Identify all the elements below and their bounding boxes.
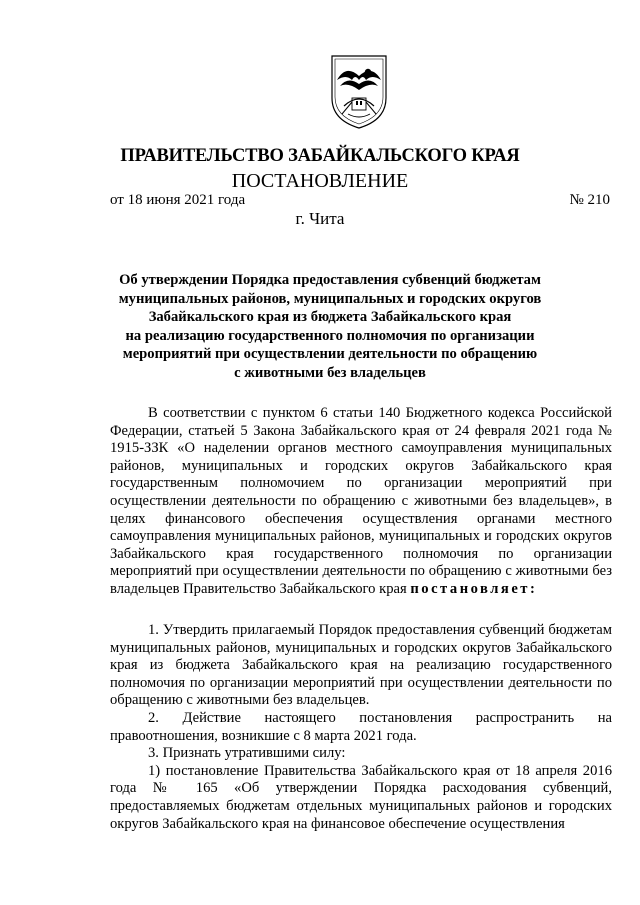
subject-line: с животными без владельцев — [234, 364, 426, 381]
document-type: ПОСТАНОВЛЕНИЕ — [231, 170, 409, 192]
decree-item: 3. Признать утратившими силу: — [148, 745, 346, 762]
government-title: ПРАВИТЕЛЬСТВО ЗАБАЙКАЛЬСКОГО КРАЯ — [120, 146, 520, 166]
subject-line: на реализацию государственного полномочия по организации — [125, 327, 535, 344]
subject-line: муниципальных районов, муниципальных и городских округов — [118, 290, 542, 307]
subject-line: мероприятий при осуществлении деятельности по обращению — [122, 346, 538, 363]
decree-date: от 18 июня 2021 года — [110, 192, 246, 208]
decree-number: № 210 — [569, 192, 610, 208]
preamble-text: В соответствии с пунктом 6 статьи 140 Бюджетного кодекса Российской Федерации, статьей 5 Закона Забайкальского края от 24 февраля 2021 года № 1915-ЗЗК «О наделении органов местного самоуправления муниципальных районов, муниципальных и городских округов Забайкальского края государственным полномочием по организации мероприятий при осуществлении деятельности по обращению с животными без владельцев», в целях финансового обеспечения осуществления органами местного самоуправления муниципальных районов, муниципальных и городских округов Забайкальского края государственного полномочия по организации мероприятий при осуществлении деятельности по обращению с животными без владельцев Правительство Забайкальского края — [110, 405, 612, 597]
subject-line: Об утверждении Порядка предоставления субвенций бюджетам — [119, 272, 541, 288]
decree-item: 1. Утвердить прилагаемый Порядок предоставления субвенций бюджетам муниципальных районов, муниципальных и городских округов Забайкальского края из бюджета Забайкальского края на реализацию государственного полномочия по организации мероприятий при осуществлении деятельности по обращению с животными без владельцев. — [110, 622, 612, 709]
subject-line: Забайкальского края из бюджета Забайкальского края — [148, 309, 512, 326]
decree-item: 2. Действие настоящего постановления распространить на правоотношения, возникшие с 8 марта 2021 года. — [110, 709, 612, 744]
resolves-keyword: постановляет: — [410, 580, 538, 597]
zabaikalsky-coat-of-arms-icon — [328, 50, 390, 130]
decree-item: 1) постановление Правительства Забайкальского края от 18 апреля 2016 года № 165 «Об утверждении Порядка расходования субвенций, предоставляемых бюджетам отдельных муниципальных районов и городских округов Забайкальского края на финансовое обеспечение осуществления — [110, 762, 612, 832]
decree-subject — [100, 271, 560, 383]
preamble-paragraph — [110, 405, 612, 599]
decree-items — [110, 622, 612, 833]
city-name: г. Чита — [295, 209, 345, 228]
